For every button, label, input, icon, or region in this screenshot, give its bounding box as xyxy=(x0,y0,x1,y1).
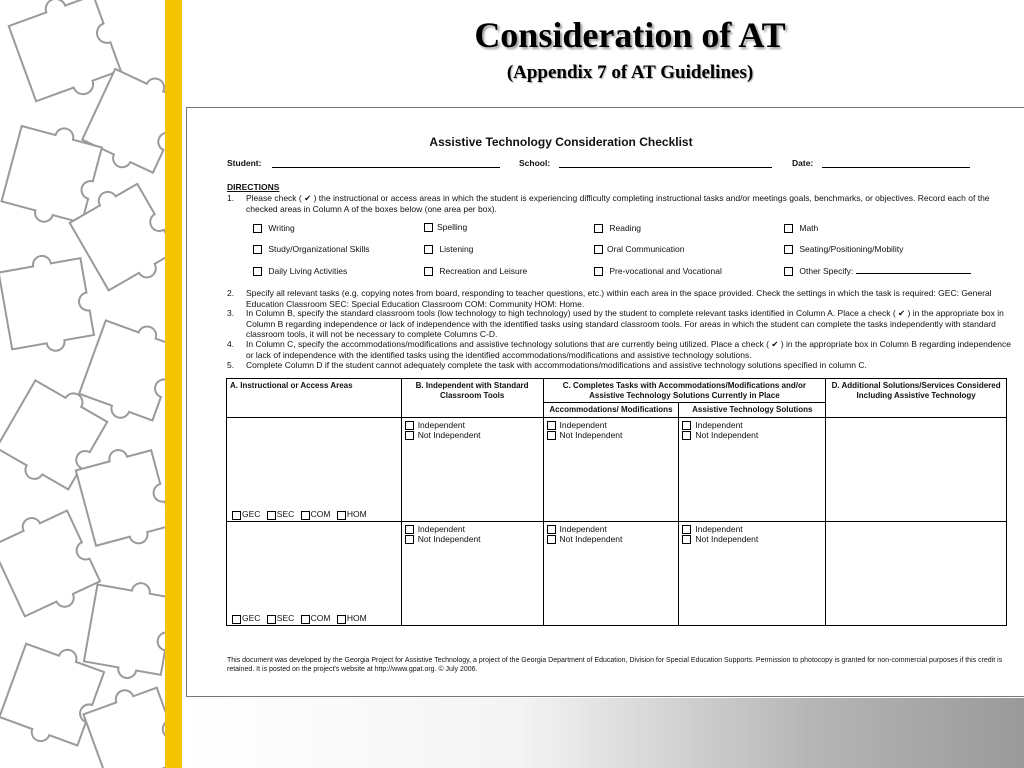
not-independent-option[interactable] xyxy=(547,430,676,441)
checkbox[interactable] xyxy=(594,267,603,276)
checkbox[interactable] xyxy=(253,245,262,254)
option-label: Not Independent xyxy=(695,430,759,440)
area-seating[interactable] xyxy=(784,244,903,254)
checkbox[interactable] xyxy=(232,511,241,520)
date-label: Date: xyxy=(792,158,814,168)
column-c-header: C. Completes Tasks with Accommodations/Modifications and/or Assistive Technology Solutions Currently in Place xyxy=(543,379,826,403)
column-d-header: D. Additional Solutions/Services Considered Including Assistive Technology xyxy=(826,379,1007,418)
checkbox[interactable] xyxy=(784,267,793,276)
checkbox[interactable] xyxy=(405,421,414,430)
student-label: Student: xyxy=(227,158,262,168)
checkbox[interactable] xyxy=(424,223,433,232)
direction-step-2 xyxy=(227,288,1012,309)
independent-option[interactable] xyxy=(405,524,540,535)
checklist-document xyxy=(186,107,1024,697)
step-number: 5. xyxy=(227,360,235,370)
step-text: In Column C, specify the accommodations/modifications and assistive technology solutions that are currently being utilized. Place a check ( ✔ ) in the appropriate box in Column B regarding independence or lack of independence with the identified tasks using the identified accommodations/modifications and assistive technology solutions. xyxy=(246,339,1011,360)
area-label: Oral Communication xyxy=(607,244,685,254)
checkbox[interactable] xyxy=(232,615,241,624)
column-a-cell[interactable] xyxy=(227,521,402,625)
checkbox[interactable] xyxy=(594,224,603,233)
column-c1-header: Accommodations/ Modifications xyxy=(543,403,679,418)
option-label: Independent xyxy=(695,419,743,430)
area-label: Daily Living Activities xyxy=(268,266,348,276)
column-c1-cell xyxy=(543,417,679,521)
hom-option[interactable] xyxy=(337,509,367,519)
student-line[interactable] xyxy=(272,167,500,168)
checkbox[interactable] xyxy=(682,421,691,430)
checklist-table xyxy=(226,378,1007,626)
area-writing[interactable] xyxy=(253,223,295,233)
checkbox[interactable] xyxy=(682,431,691,440)
option-label: Independent xyxy=(417,523,465,534)
puzzle-decoration xyxy=(0,0,180,768)
gec-option[interactable] xyxy=(232,613,260,623)
step-text: Complete Column D if the student cannot adequately complete the task with accommodations/modifications and assistive technology solutions specified in column C. xyxy=(246,360,867,370)
checkbox[interactable] xyxy=(547,431,556,440)
not-independent-option[interactable] xyxy=(682,534,822,545)
direction-step-3 xyxy=(227,308,1012,340)
settings-checkboxes xyxy=(232,509,371,519)
table-row xyxy=(227,417,1007,521)
area-label: Spelling xyxy=(437,222,468,232)
area-math[interactable] xyxy=(784,223,818,233)
column-d-cell[interactable] xyxy=(826,417,1007,521)
accent-bar xyxy=(165,0,182,768)
checkbox[interactable] xyxy=(547,525,556,534)
area-study[interactable] xyxy=(253,244,369,254)
student-field[interactable] xyxy=(227,158,261,168)
independent-option[interactable] xyxy=(405,420,540,431)
setting-label: GEC xyxy=(242,509,261,520)
option-label: Independent xyxy=(695,523,743,534)
hom-option[interactable] xyxy=(337,613,367,623)
checkbox[interactable] xyxy=(337,511,346,520)
checkbox[interactable] xyxy=(547,535,556,544)
sec-option[interactable] xyxy=(267,509,294,519)
not-independent-option[interactable] xyxy=(405,534,540,545)
area-other[interactable] xyxy=(784,266,971,276)
column-a-header: A. Instructional or Access Areas xyxy=(227,379,402,418)
checkbox[interactable] xyxy=(253,224,262,233)
checkbox[interactable] xyxy=(337,615,346,624)
settings-checkboxes xyxy=(232,613,371,623)
setting-label: COM xyxy=(310,613,331,624)
slide-title: Consideration of AT xyxy=(474,15,786,55)
independent-option[interactable] xyxy=(682,420,822,431)
step-number: 1. xyxy=(227,193,235,203)
puzzle-pieces-icon xyxy=(0,0,180,768)
checkbox[interactable] xyxy=(267,615,276,624)
setting-label: SEC xyxy=(276,509,295,520)
checkbox[interactable] xyxy=(682,525,691,534)
school-label: School: xyxy=(519,158,551,168)
area-spelling[interactable] xyxy=(424,222,467,232)
checkbox[interactable] xyxy=(405,431,414,440)
not-independent-option[interactable] xyxy=(405,430,540,441)
not-independent-option[interactable] xyxy=(682,430,822,441)
checkbox[interactable] xyxy=(682,535,691,544)
checkbox[interactable] xyxy=(405,535,414,544)
checkbox[interactable] xyxy=(594,245,603,254)
direction-step-5 xyxy=(227,360,1012,371)
document-footer: This document was developed by the Georgia Project for Assistive Technology, a project of the Georgia Department of Education, Division for Special Education Supports. Permission to photocopy is granted for non-commercial purposes if this credit is retained. It is posted on the project's website at http://www.gpat.org. © July 2006. xyxy=(227,657,1003,673)
area-label: Listening xyxy=(439,244,474,254)
area-label: Other Specify: xyxy=(799,266,854,276)
step-number: 2. xyxy=(227,288,235,298)
setting-label: HOM xyxy=(346,613,367,624)
step-number: 4. xyxy=(227,339,235,349)
area-label: Writing xyxy=(268,223,295,233)
option-label: Not Independent xyxy=(559,430,623,440)
checkbox[interactable] xyxy=(424,267,433,276)
column-a-cell[interactable] xyxy=(227,417,402,521)
step-text: Please check ( ✔ ) the instructional or access areas in which the student is experiencing difficulty completing instructional tasks and/or meetings goals, benchmarks, or objectives. Record each of the checked areas in Column A of the boxes below (one area per box). xyxy=(246,193,990,214)
directions-heading: DIRECTIONS xyxy=(227,182,280,192)
checkbox[interactable] xyxy=(301,511,310,520)
column-b-cell xyxy=(401,417,543,521)
setting-label: HOM xyxy=(346,509,367,520)
sec-option[interactable] xyxy=(267,613,294,623)
com-option[interactable] xyxy=(301,509,331,519)
step-text: In Column B, specify the standard classroom tools (low technology to high technology) used by the student to complete relevant tasks identified in Column A. Place a check ( ✔ ) in the appropriate box in Column B regarding independence or lack of independence with the identified tasks using standard classroom tools. For areas in which the student can complete the tasks independently with standard classroom tools, it will not be necessary to complete Columns C-D. xyxy=(246,308,1004,339)
checkbox[interactable] xyxy=(301,615,310,624)
column-c1-cell xyxy=(543,521,679,625)
area-label: Recreation and Leisure xyxy=(439,266,528,276)
checkbox[interactable] xyxy=(253,267,262,276)
direction-step-1 xyxy=(227,193,1012,214)
direction-step-4 xyxy=(227,339,1012,360)
independent-option[interactable] xyxy=(547,524,676,535)
option-label: Independent xyxy=(559,523,607,534)
area-prevocational[interactable] xyxy=(594,266,722,276)
table-row xyxy=(227,521,1007,625)
com-option[interactable] xyxy=(301,613,331,623)
independent-option[interactable] xyxy=(547,420,676,431)
area-daily-living[interactable] xyxy=(253,266,347,276)
school-line[interactable] xyxy=(559,167,772,168)
column-c2-header: Assistive Technology Solutions xyxy=(679,403,826,418)
column-c2-cell xyxy=(679,521,826,625)
area-label: Reading xyxy=(609,223,642,233)
option-label: Not Independent xyxy=(417,430,481,440)
option-label: Not Independent xyxy=(559,534,623,544)
document-title: Assistive Technology Consideration Checklist xyxy=(429,135,693,149)
setting-label: COM xyxy=(310,509,331,520)
bottom-gradient xyxy=(182,698,1024,768)
independent-option[interactable] xyxy=(682,524,822,535)
table-header-row xyxy=(227,379,1007,403)
area-listening[interactable] xyxy=(424,244,473,254)
area-label: Study/Organizational Skills xyxy=(268,244,370,254)
step-number: 3. xyxy=(227,308,235,318)
step-text: Specify all relevant tasks (e.g. copying notes from board, responding to teacher questions, etc.) within each area in the space provided. Check the settings in which the task is required: GEC: General Education Classroom SEC: Special Education Classroom COM: Community HOM: Home. xyxy=(246,288,992,309)
area-label: Seating/Positioning/Mobility xyxy=(799,244,904,254)
area-label: Pre-vocational and Vocational xyxy=(609,266,722,276)
option-label: Not Independent xyxy=(417,534,481,544)
checkbox[interactable] xyxy=(405,525,414,534)
date-line[interactable] xyxy=(822,167,970,168)
column-b-cell xyxy=(401,521,543,625)
not-independent-option[interactable] xyxy=(547,534,676,545)
slide-subtitle: (Appendix 7 of AT Guidelines) xyxy=(506,62,754,83)
school-field[interactable] xyxy=(519,158,550,168)
option-label: Independent xyxy=(417,419,465,430)
date-field[interactable] xyxy=(792,158,813,168)
checkbox[interactable] xyxy=(424,245,433,254)
area-oral[interactable] xyxy=(594,244,684,254)
area-recreation[interactable] xyxy=(424,266,527,276)
checkbox[interactable] xyxy=(267,511,276,520)
checkbox[interactable] xyxy=(784,245,793,254)
option-label: Independent xyxy=(559,419,607,430)
column-b-header: B. Independent with Standard Classroom Tools xyxy=(401,379,543,418)
area-label: Math xyxy=(799,223,819,233)
area-reading[interactable] xyxy=(594,223,641,233)
option-label: Not Independent xyxy=(695,534,759,544)
gec-option[interactable] xyxy=(232,509,260,519)
checkbox[interactable] xyxy=(784,224,793,233)
column-d-cell[interactable] xyxy=(826,521,1007,625)
other-specify-line[interactable] xyxy=(856,266,971,274)
checkbox[interactable] xyxy=(547,421,556,430)
setting-label: SEC xyxy=(276,613,295,624)
setting-label: GEC xyxy=(242,613,261,624)
column-c2-cell xyxy=(679,417,826,521)
